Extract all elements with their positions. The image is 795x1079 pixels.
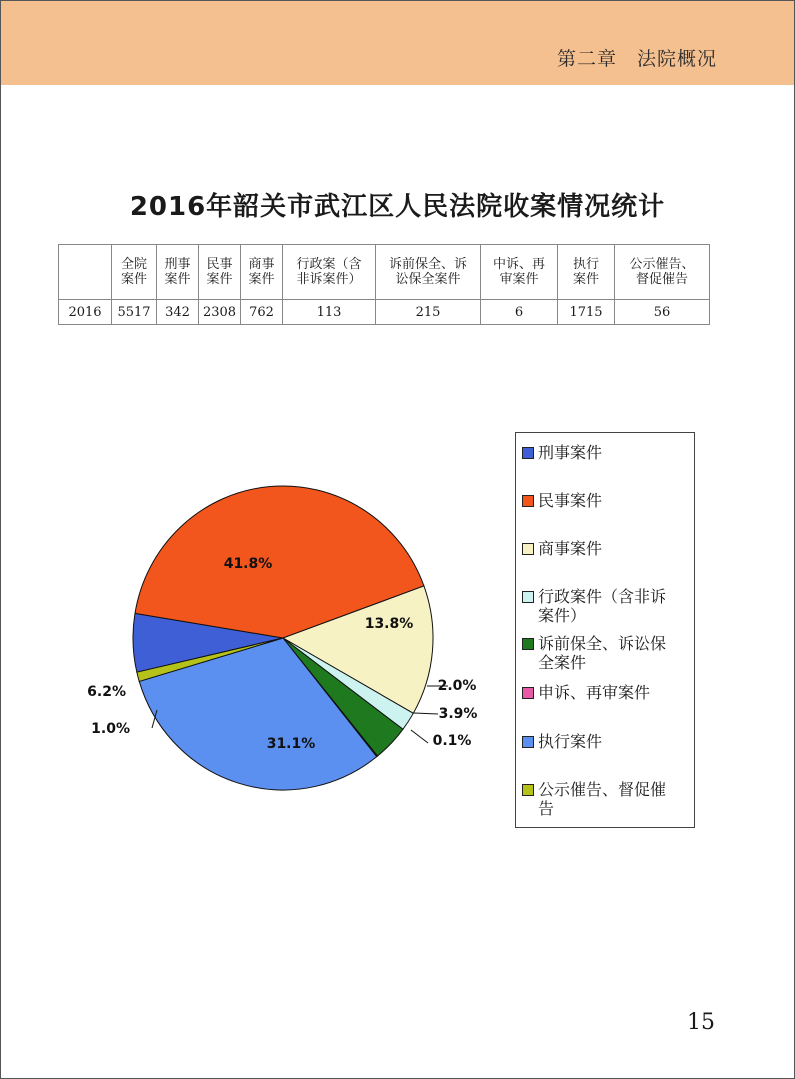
legend-label: 申诉、再审案件 (538, 683, 651, 702)
table-cell: 56 (615, 300, 710, 325)
legend-item (522, 443, 690, 462)
page-number: 15 (687, 1010, 715, 1035)
legend-swatch (522, 638, 534, 650)
legend-label: 执行案件 (538, 732, 603, 751)
table-cell: 6 (481, 300, 558, 325)
table-cell: 2016 (59, 300, 112, 325)
legend-label: 商事案件 (538, 539, 603, 558)
legend-item (522, 634, 690, 672)
pie-data-label: 0.1% (432, 733, 472, 749)
table-header-row (59, 245, 710, 300)
pie-data-label: 13.8% (364, 616, 414, 632)
table-cell: 762 (241, 300, 283, 325)
pie-leader-line (414, 713, 438, 714)
table-cell: 215 (376, 300, 481, 325)
chapter-heading: 第二章 法院概况 (556, 48, 717, 70)
pie-data-label: 3.9% (438, 706, 478, 722)
pie-chart (0, 400, 500, 820)
legend-swatch (522, 687, 534, 699)
table-cell: 2308 (199, 300, 241, 325)
legend-label: 行政案件（含非诉 案件） (538, 587, 667, 625)
pie-data-label: 41.8% (223, 556, 273, 572)
legend-swatch (522, 736, 534, 748)
legend-item (522, 780, 690, 818)
table-cell: 1715 (558, 300, 615, 325)
pie-data-label: 2.0% (437, 678, 477, 694)
table-header-cell: 全院 案件 (112, 245, 157, 300)
legend-label: 公示催告、督促催 告 (538, 780, 667, 818)
header-band (1, 1, 794, 85)
legend-item (522, 587, 690, 625)
legend-swatch (522, 543, 534, 555)
table-header-cell: 行政案（含 非诉案件） (283, 245, 376, 300)
table-header-cell: 公示催告、 督促催告 (615, 245, 710, 300)
statistics-table (58, 244, 710, 325)
pie-data-label: 1.0% (91, 721, 130, 737)
pie-leader-line (411, 730, 428, 743)
legend-swatch (522, 591, 534, 603)
page-title: 2016年韶关市武江区人民法院收案情况统计 (129, 192, 666, 222)
table-header-cell: 诉前保全、诉 讼保全案件 (376, 245, 481, 300)
table-header-cell: 中诉、再 审案件 (481, 245, 558, 300)
table-row (59, 300, 710, 325)
legend-label: 刑事案件 (538, 443, 603, 462)
table-cell: 113 (283, 300, 376, 325)
table-header-cell: 刑事 案件 (157, 245, 199, 300)
table-cell: 5517 (112, 300, 157, 325)
legend-item (522, 539, 690, 558)
chart-legend (515, 432, 695, 828)
legend-swatch (522, 495, 534, 507)
pie-data-label: 6.2% (87, 684, 126, 700)
legend-item (522, 683, 690, 702)
legend-item (522, 491, 690, 510)
legend-label: 民事案件 (538, 491, 603, 510)
legend-swatch (522, 784, 534, 796)
pie-data-label: 31.1% (266, 736, 316, 752)
table-header-cell: 民事 案件 (199, 245, 241, 300)
table-header-cell: 商事 案件 (241, 245, 283, 300)
legend-item (522, 732, 690, 751)
table-header-cell: 执行 案件 (558, 245, 615, 300)
table-header-cell (59, 245, 112, 300)
legend-swatch (522, 447, 534, 459)
table-cell: 342 (157, 300, 199, 325)
legend-label: 诉前保全、诉讼保 全案件 (538, 634, 667, 672)
